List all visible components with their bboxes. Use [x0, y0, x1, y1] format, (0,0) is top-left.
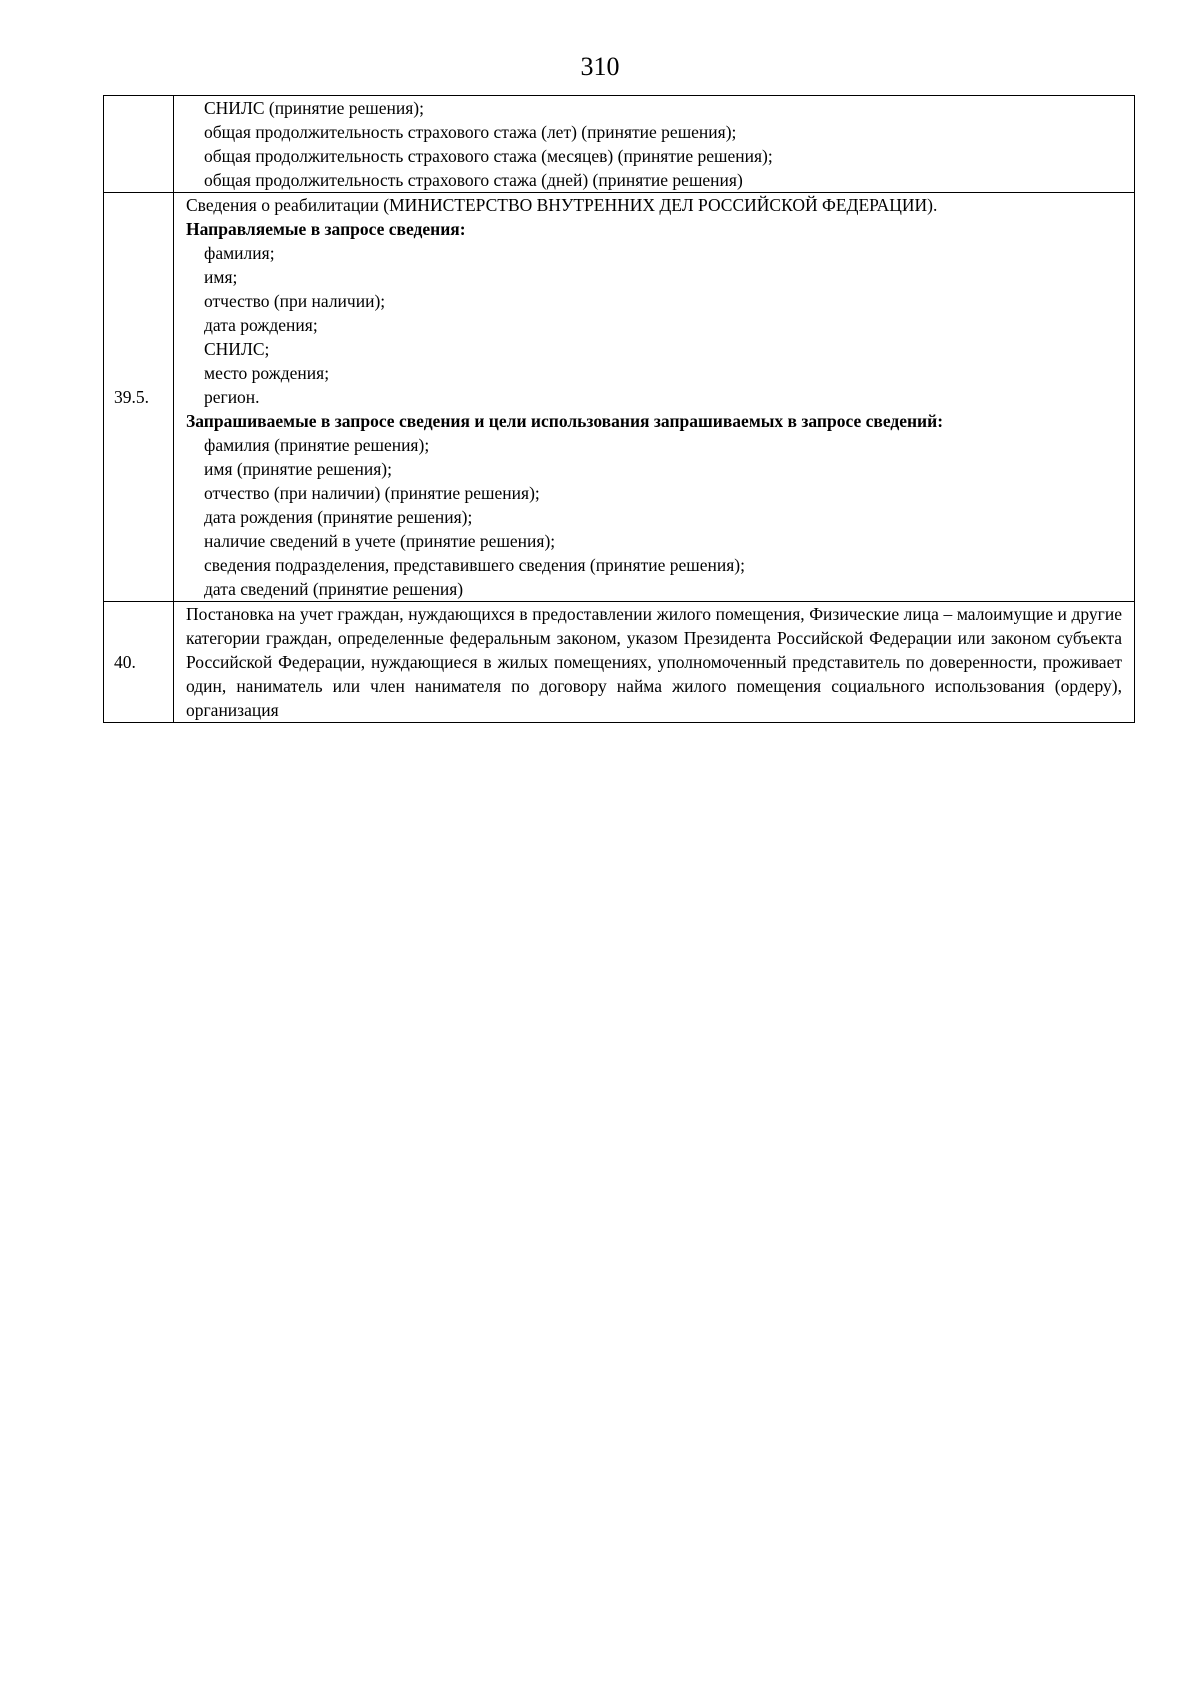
list-item: отчество (при наличии);	[204, 291, 386, 311]
document-table	[103, 95, 1135, 723]
list-item: наличие сведений в учете (принятие решения);	[204, 531, 556, 551]
table-row	[104, 96, 1135, 193]
section-title: Сведения о реабилитации (МИНИСТЕРСТВО ВНУТРЕННИХ ДЕЛ РОССИЙСКОЙ ФЕДЕРАЦИИ).	[186, 195, 938, 215]
list-item: СНИЛС (принятие решения);	[204, 98, 424, 118]
list-item: место рождения;	[204, 363, 330, 383]
list-item: дата рождения (принятие решения);	[204, 507, 473, 527]
table-row	[104, 193, 1135, 602]
row-content	[174, 193, 1135, 602]
requested-heading: Запрашиваемые в запросе сведения и цели использования запрашиваемых в запросе сведений:	[186, 411, 944, 431]
list-item: отчество (при наличии) (принятие решения);	[204, 483, 540, 503]
row-number: 39.5.	[104, 193, 174, 602]
list-item: фамилия;	[204, 243, 275, 263]
row-number: 40.	[104, 602, 174, 723]
list-item: имя (принятие решения);	[204, 459, 392, 479]
list-item: фамилия (принятие решения);	[204, 435, 430, 455]
list-item: регион.	[204, 387, 260, 407]
list-item: дата рождения;	[204, 315, 318, 335]
list-item: общая продолжительность страхового стажа (месяцев) (принятие решения);	[204, 146, 773, 166]
list-item: сведения подразделения, представившего сведения (принятие решения);	[204, 555, 745, 575]
page-number: 310	[580, 52, 620, 81]
table-row	[104, 602, 1135, 723]
row-content	[174, 96, 1135, 193]
list-item: общая продолжительность страхового стажа (дней) (принятие решения)	[204, 170, 743, 190]
sent-heading: Направляемые в запросе сведения:	[186, 219, 466, 239]
list-item: имя;	[204, 267, 238, 287]
row-content: Постановка на учет граждан, нуждающихся в предоставлении жилого помещения, Физические лица – малоимущие и другие категории граждан, определенные федеральным законом, указом Президента Российской Федерации или законом субъекта Российской Федерации, нуждающиеся в жилых помещениях, уполномоченный представитель по доверенности, проживает один, наниматель или член нанимателя по договору найма жилого помещения социального использования (ордеру), организация	[174, 602, 1135, 723]
list-item: СНИЛС;	[204, 339, 270, 359]
list-item: дата сведений (принятие решения)	[204, 579, 464, 599]
list-item: общая продолжительность страхового стажа (лет) (принятие решения);	[204, 122, 737, 142]
row-number	[104, 96, 174, 193]
